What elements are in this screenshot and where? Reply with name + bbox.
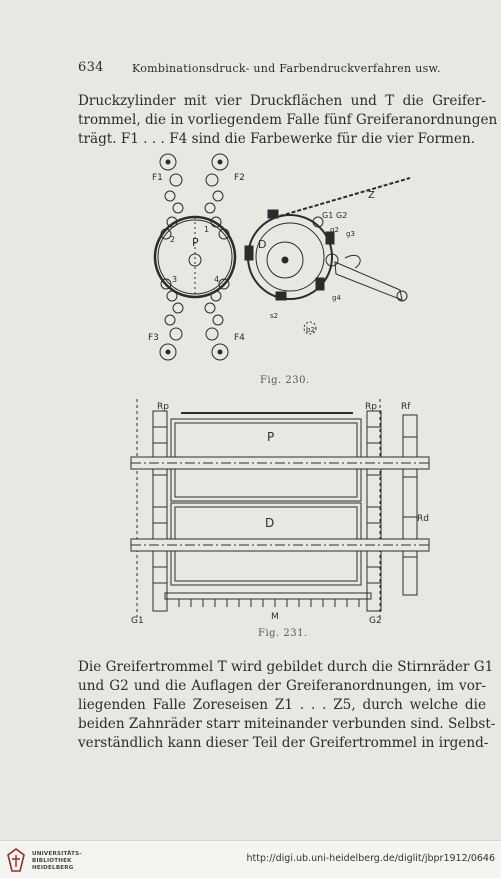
drive-gear-stack <box>403 415 417 595</box>
paragraph-1 <box>78 92 498 149</box>
viewer-footer <box>0 840 501 878</box>
label-G1: G1 <box>131 616 144 625</box>
logo-line: UNIVERSITÄTS- <box>32 851 82 857</box>
shaft-lower <box>131 539 429 551</box>
label-g3: g3 <box>346 230 355 238</box>
label-Rp-right: Rp <box>365 402 377 412</box>
figure-230-caption: Fig. 230. <box>260 375 310 386</box>
label-b2: b2 <box>306 326 315 334</box>
right-gear-stack <box>367 411 381 611</box>
text-line: und G2 und die Auflagen der Greiferanordnungen, im vor- <box>78 678 486 694</box>
text-line: trägt. F1 . . . F4 sind die Farbewerke für die vier Formen. <box>78 131 476 147</box>
label-G1: G1 <box>322 211 334 220</box>
label-F1: F1 <box>152 173 163 183</box>
text-line: beiden Zahnräder starr miteinander verbunden sind. Selbst- <box>78 716 496 732</box>
label-1: 1 <box>204 225 210 234</box>
text-line: Die Greifertrommel T wird gebildet durch die Stirnräder G1 <box>78 659 494 675</box>
text-line: liegenden Falle Zoreseisen Z1 . . . Z5, durch welche die <box>78 697 486 713</box>
label-4: 4 <box>214 275 220 284</box>
label-Z: Z <box>368 190 375 201</box>
gripper-drum <box>245 210 338 300</box>
figure-231-drawing <box>125 397 435 625</box>
left-gear-stack <box>153 411 167 611</box>
figure-231-caption: Fig. 231. <box>258 628 308 639</box>
printing-cylinder <box>155 217 235 297</box>
lever-arm <box>304 255 407 334</box>
label-G2: G2 <box>336 211 348 220</box>
shaft-upper <box>131 457 429 469</box>
label-P: P <box>192 236 199 249</box>
label-g2: g2 <box>330 226 339 234</box>
text-line: verständlich kann dieser Teil der Greifertrommel in irgend- <box>78 735 489 751</box>
text-line: trommel, die in vorliegendem Falle fünf Greiferanordnungen <box>78 112 498 128</box>
label-3: 3 <box>172 275 178 284</box>
label-2: 2 <box>170 235 176 244</box>
inking-rollers-left-top <box>160 154 183 239</box>
label-D: D <box>258 238 267 251</box>
label-F2: F2 <box>234 173 245 183</box>
label-F3: F3 <box>148 333 159 343</box>
gripper-comb-M <box>165 593 371 607</box>
text-line: Druckzylinder mit vier Druckflächen und T die Greifer- <box>78 93 486 109</box>
page-number: 634 <box>78 60 104 75</box>
label-F4: F4 <box>234 333 245 343</box>
label-g4: g4 <box>332 294 341 302</box>
library-logo[interactable] <box>6 847 82 873</box>
label-D: D <box>265 516 275 530</box>
library-seal-icon <box>6 847 26 873</box>
label-Rp-left: Rp <box>157 402 169 412</box>
running-title: Kombinationsdruck- und Farbendruckverfahren usw. <box>132 62 441 75</box>
label-P: P <box>267 430 275 444</box>
label-s2: s2 <box>270 312 279 320</box>
label-M: M <box>271 612 279 622</box>
logo-line: BIBLIOTHEK <box>32 858 72 864</box>
source-url-link[interactable]: http://digi.ub.uni-heidelberg.de/diglit/jbpr1912/0646 <box>246 853 495 864</box>
figure-230-drawing <box>140 150 420 370</box>
label-Rf: Rf <box>401 402 411 412</box>
paragraph-2 <box>78 658 496 753</box>
logo-line: HEIDELBERG <box>32 865 74 871</box>
label-G2: G2 <box>369 616 382 625</box>
label-Rd: Rd <box>417 514 429 524</box>
